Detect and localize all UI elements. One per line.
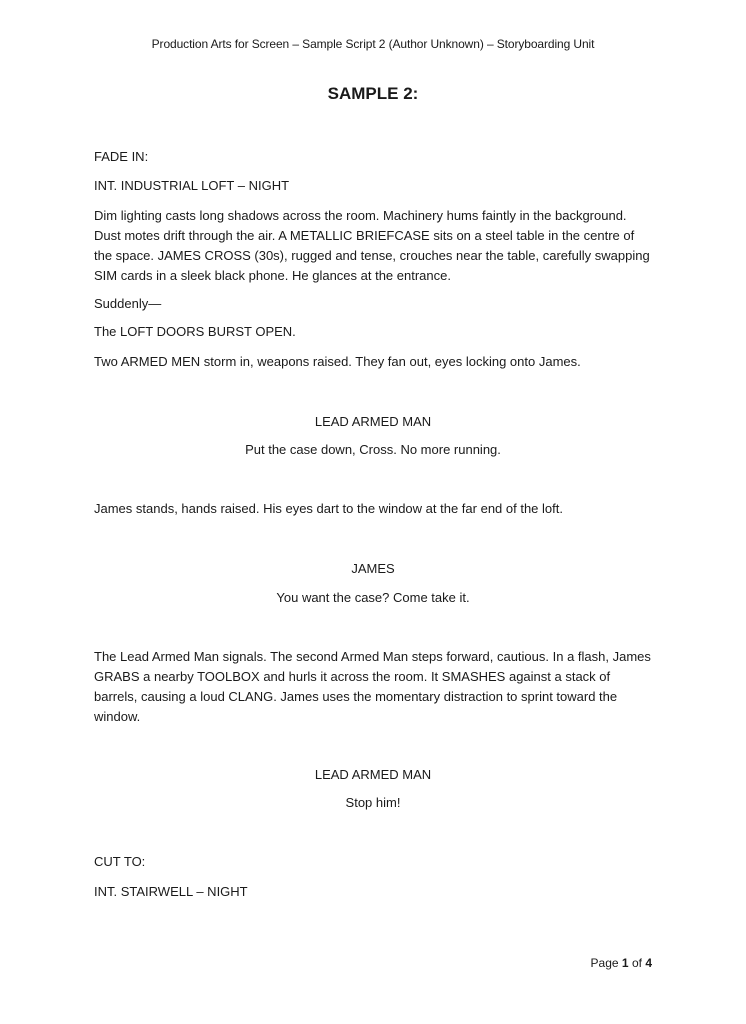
transition-cut-to: CUT TO: <box>94 854 146 869</box>
character-lead-armed-man-1: LEAD ARMED MAN <box>314 414 432 429</box>
action-paragraph-5: James stands, hands raised. His eyes dart to the window at the far end of the loft. <box>94 501 563 516</box>
page-word: Page <box>590 956 619 970</box>
page-total: 4 <box>645 956 652 970</box>
scene-heading-stairwell: INT. STAIRWELL – NIGHT <box>94 884 248 899</box>
action-paragraph-2: Suddenly— <box>94 296 162 311</box>
transition-fade-in: FADE IN: <box>94 149 149 164</box>
page-of-word: of <box>631 956 642 970</box>
page-number <box>591 956 652 970</box>
action-paragraph-3: The LOFT DOORS BURST OPEN. <box>94 324 296 339</box>
page-header: Production Arts for Screen – Sample Script 2 (Author Unknown) – Storyboarding Unit <box>151 37 595 51</box>
page-current: 1 <box>621 956 629 970</box>
character-james: JAMES <box>351 561 395 576</box>
character-lead-armed-man-2: LEAD ARMED MAN <box>314 767 432 782</box>
scene-heading-loft: INT. INDUSTRIAL LOFT – NIGHT <box>94 178 290 193</box>
action-paragraph-4: Two ARMED MEN storm in, weapons raised. They fan out, eyes locking onto James. <box>94 354 581 369</box>
page-title: SAMPLE 2: <box>327 84 419 103</box>
dialogue-3: Stop him! <box>345 795 401 810</box>
action-paragraph-6: The Lead Armed Man signals. The second Armed Man steps forward, cautious. In a flash, James GRABS a nearby TOOLBOX and hurls it across the room. It SMASHES against a stack of barrels, causing a loud CLANG. James uses the momentary distraction to sprint toward the window. <box>94 649 651 724</box>
dialogue-1: Put the case down, Cross. No more running. <box>245 442 501 457</box>
action-paragraph-1: Dim lighting casts long shadows across the room. Machinery hums faintly in the background. Dust motes drift through the air. A METALLIC BRIEFCASE sits on a steel table in the centre of the space. JAMES CROSS (30s), rugged and tense, crouches near the table, carefully swapping SIM cards in a sleek black phone. He glances at the entrance. <box>94 208 650 283</box>
dialogue-2: You want the case? Come take it. <box>276 590 470 605</box>
